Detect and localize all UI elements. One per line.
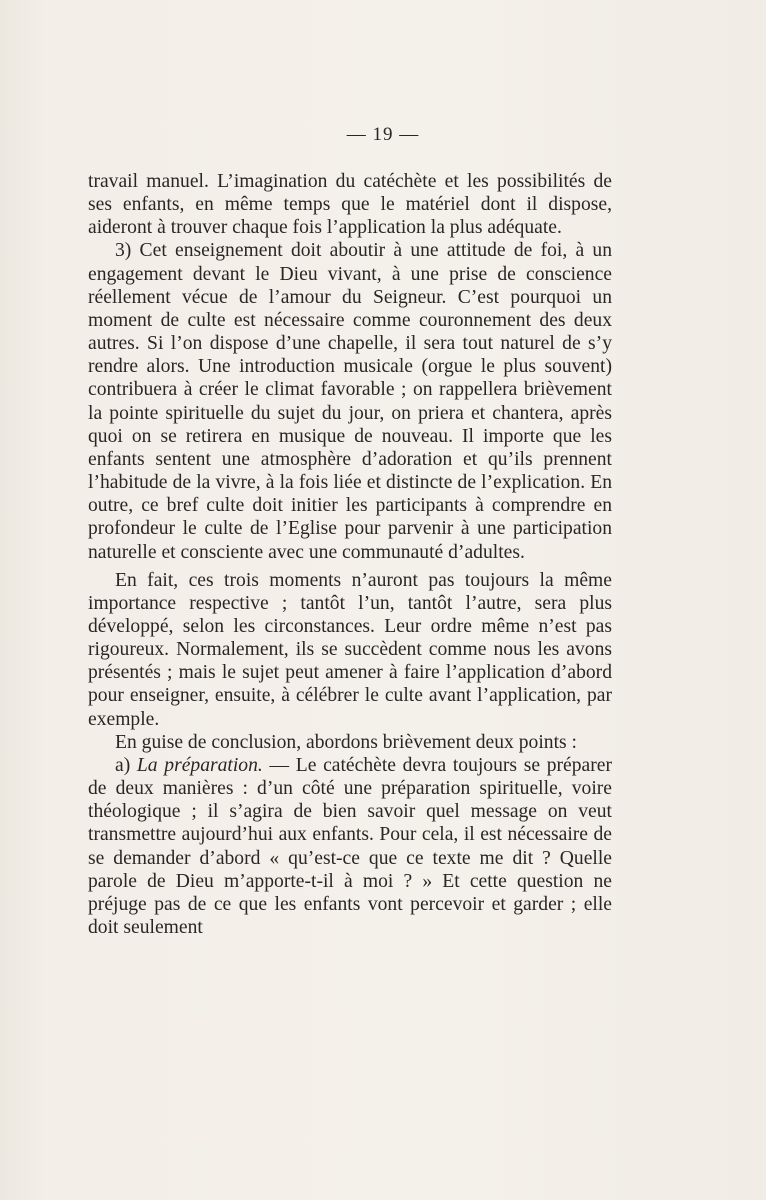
paragraph-5 (88, 754, 612, 939)
body-text (88, 170, 612, 939)
section-heading: La préparation. (136, 754, 263, 776)
paragraph-5-text: — Le catéchète devra toujours se préparer de deux manières : d’un côté une préparation spirituelle, voire théologique ; il s’agira de bien savoir quel message on veut transmettre aujourd’hui aux enfants. Pour cela, il est nécessaire de se demander d’abord « qu’est-ce que ce texte me dit ? Quelle parole de Dieu m’apporte-t-il à moi ? » Et cette question ne préjuge pas de ce que les enfants vont percevoir et garder ; elle doit seulement (88, 754, 612, 938)
paragraph-1: travail manuel. L’imagination du catéchète et les possibilités de ses enfants, en même temps que le matériel dont il dispose, aideront à trouver chaque fois l’application la plus adéquate. (88, 171, 612, 239)
paragraph-2: 3) Cet enseignement doit aboutir à une attitude de foi, à un engagement devant le Dieu vivant, à une prise de conscience réellement vécue de l’amour du Seigneur. C’est pourquoi un moment de culte est nécessaire comme couronnement des deux autres. Si l’on dispose d’une chapelle, il sera tout naturel de s’y rendre alors. Une introduction musicale (orgue le plus souvent) contribuera à créer le climat favorable ; on rappellera brièvement la pointe spirituelle du sujet du jour, on priera et chantera, après quoi on se retirera en musique de nouveau. Il importe que les enfants sentent une atmosphère d’adoration et qu’ils prennent l’habitude de la vivre, à la fois liée et distincte de l’explication. En outre, ce bref culte doit initier les participants à comprendre en profondeur le culte de l’Eglise pour parvenir à une participation naturelle et consciente avec une communauté d’adultes. (88, 240, 612, 563)
page-number: — 19 — (346, 124, 420, 145)
paragraph-3: En fait, ces trois moments n’auront pas toujours la même importance respective ; tantôt l’un, tantôt l’autre, sera plus développé, selon les circonstances. Leur ordre même n’est pas rigoureux. Normalement, ils se succèdent comme nous les avons présentés ; mais le sujet peut amener à faire l’application d’abord pour enseigner, ensuite, à célébrer le culte avant l’application, par exemple. (88, 569, 612, 730)
list-marker: a) (115, 754, 137, 776)
paragraph-4: En guise de conclusion, abordons brièvement deux points : (115, 731, 577, 753)
